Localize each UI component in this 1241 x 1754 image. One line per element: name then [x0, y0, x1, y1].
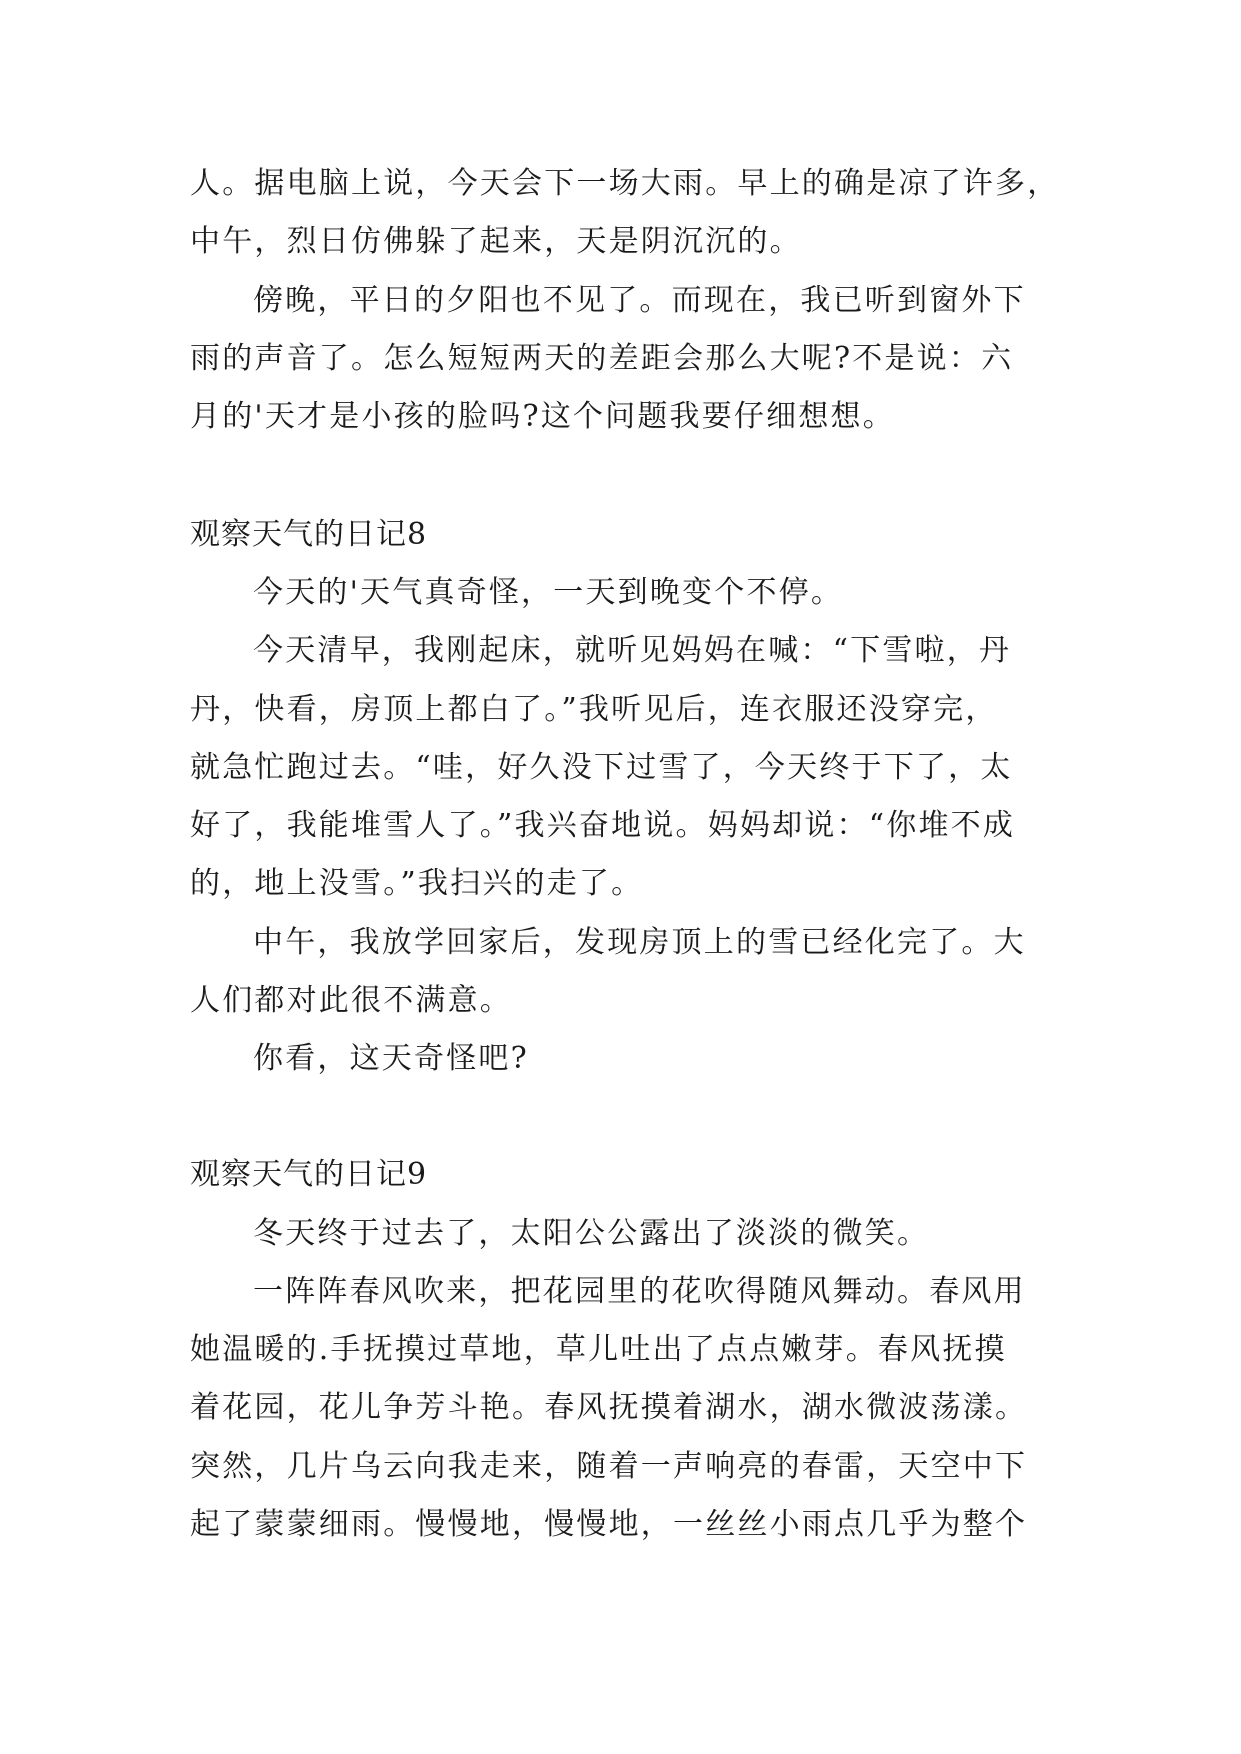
paragraph-line: 人们都对此很不满意。 [190, 983, 512, 1018]
paragraph-line: 冬天终于过去了，太阳公公露出了淡淡的微笑。 [253, 1216, 930, 1251]
paragraph-line: 中午，烈日仿佛躲了起来，天是阴沉沉的。 [190, 224, 802, 259]
paragraph-line: 的，地上没雪。”我扫兴的走了。 [190, 866, 644, 901]
paragraph-line: 突然，几片乌云向我走来，随着一声响亮的春雷，天空中下 [190, 1449, 1028, 1484]
paragraph-line: 傍晚，平日的夕阳也不见了。而现在，我已听到窗外下 [253, 283, 1026, 318]
paragraph-line: 好了，我能堆雪人了。”我兴奋地说。妈妈却说：“你堆不成 [190, 808, 1016, 843]
paragraph-line: 就急忙跑过去。“哇，好久没下过雪了，今天终于下了，太 [190, 750, 1013, 785]
paragraph-line: 中午，我放学回家后，发现房顶上的雪已经化完了。大 [253, 925, 1026, 960]
paragraph-line: 月的'天才是小孩的脸吗?这个问题我要仔细想想。 [190, 399, 895, 434]
paragraph-line: 今天清早，我刚起床，就听见妈妈在喊：“下雪啦，丹 [253, 633, 1012, 668]
paragraph-line: 起了蒙蒙细雨。慢慢地，慢慢地，一丝丝小雨点几乎为整个 [190, 1507, 1028, 1542]
section-heading: 观察天气的日记8 [190, 517, 428, 552]
paragraph-line: 今天的'天气真奇怪，一天到晚变个不停。 [253, 575, 844, 610]
paragraph-line: 丹，快看，房顶上都白了。”我听见后，连衣服还没穿完， [190, 692, 998, 727]
paragraph-line: 你看，这天奇怪吧? [253, 1041, 529, 1076]
paragraph-line: 着花园，花儿争芳斗艳。春风抚摸着湖水，湖水微波荡漾。 [190, 1390, 1028, 1425]
paragraph-line: 人。据电脑上说，今天会下一场大雨。早上的确是凉了许多， [190, 166, 1060, 201]
paragraph-line: 雨的声音了。怎么短短两天的差距会那么大呢?不是说：六 [190, 341, 1014, 376]
section-heading: 观察天气的日记9 [190, 1157, 428, 1192]
paragraph-line: 她温暖的.手抚摸过草地，草儿吐出了点点嫩芽。春风抚摸 [190, 1332, 1007, 1367]
paragraph-line: 一阵阵春风吹来，把花园里的花吹得随风舞动。春风用 [253, 1274, 1026, 1309]
